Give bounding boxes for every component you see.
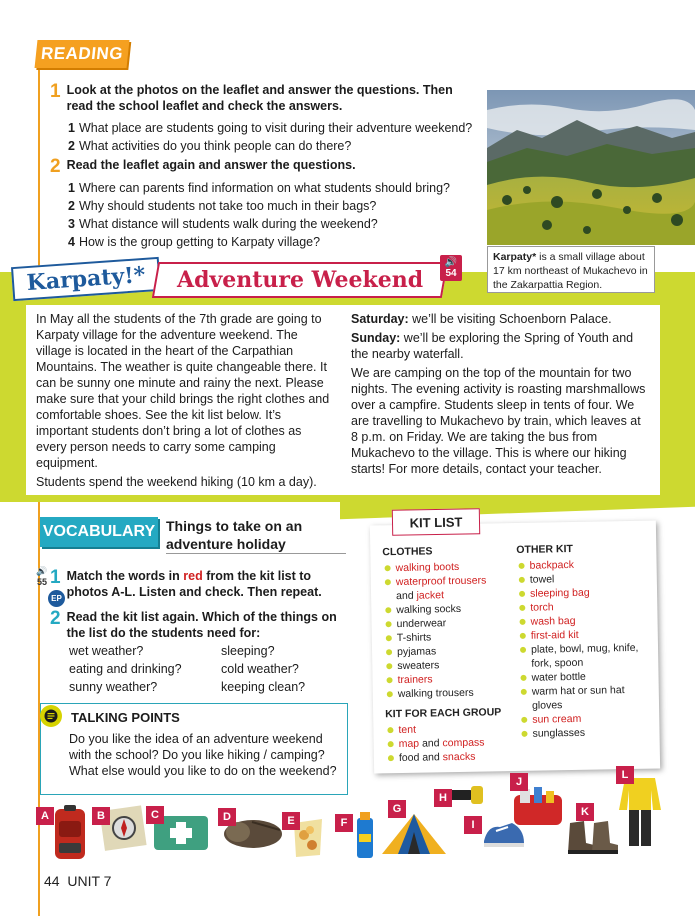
need-item: sleeping? xyxy=(221,644,275,658)
speaker-icon: 🔊 xyxy=(36,566,48,576)
photo-label-f: F xyxy=(335,814,353,832)
question-number: 2 xyxy=(50,156,61,177)
carpathian-mountains-photo xyxy=(487,90,695,245)
photo-f-sun-cream xyxy=(354,810,376,865)
kit-item-red-word: tent xyxy=(398,723,417,737)
audio-track-number: 55 xyxy=(36,577,47,587)
kit-list-card xyxy=(370,521,660,774)
article-paragraph: Students spend the weekend hiking (10 km a day). xyxy=(36,475,317,489)
item-number: 1 xyxy=(68,181,75,195)
question-title: Look at the photos on the leaflet and answer the questions. Then read the school leaflet and check the answers. xyxy=(66,83,453,113)
kit-item-text: pyjamas xyxy=(396,645,437,659)
kit-item-text: walking trousers xyxy=(397,686,474,701)
reading-question-2 xyxy=(50,157,480,251)
photo-k-walking-boots xyxy=(566,815,620,862)
photo-label-a: A xyxy=(36,807,54,825)
photo-label-j: J xyxy=(510,773,528,791)
question-text: from the kit list to photos A-L. Listen and check. Then repeat. xyxy=(66,569,322,599)
article-column-1 xyxy=(36,311,335,489)
karpaty-banner-text: Karpaty!* xyxy=(25,261,147,297)
adventure-weekend-text: Adventure Weekend xyxy=(176,267,424,293)
question-item xyxy=(68,137,480,155)
kit-item-red-word: waterproof trousers xyxy=(395,574,487,589)
item-number: 3 xyxy=(68,217,75,231)
kit-column-clothes xyxy=(382,543,514,773)
kit-item-text: water bottle xyxy=(531,670,586,684)
question-title: Read the kit list again. Which of the things on the list do the students need for: xyxy=(66,610,337,640)
kit-item-text: T-shirts xyxy=(396,631,432,645)
photo-label-h: H xyxy=(434,789,452,807)
article-column-2 xyxy=(351,311,650,489)
talking-points-text: Do you like the idea of an adventure weekend with the school? Do you like hiking / camping? What else would you like to do on the weekend? xyxy=(69,732,337,778)
other-kit-list xyxy=(516,557,647,741)
article-paragraph: In May all the students of the 7th grade are going to Karpaty village for the adventure weekend. The village is located in the heart of the Carpathian Mountains. The weather is quite changeable there. It can be sunny one minute and rainy the next. Please make sure that your child brings the right clothes and comfortable shoes. See the kit list below. It’s important students don’t bring a lot of clothes as every person needs to carry some camping equipment. xyxy=(36,312,330,470)
need-item: keeping clean? xyxy=(221,680,306,694)
kit-item-text: and xyxy=(395,589,417,603)
item-text: What activities do you think people can do there? xyxy=(78,139,352,153)
speaker-icon: 🔊 xyxy=(444,257,458,268)
red-word: red xyxy=(183,569,203,583)
need-item: eating and drinking? xyxy=(69,662,182,676)
photo-label-k: K xyxy=(576,803,594,821)
group-kit-list xyxy=(385,721,514,765)
speech-bubble-icon xyxy=(40,705,62,727)
question-title: Read the leaflet again and answer the questions. xyxy=(66,158,356,172)
unit-label: UNIT 7 xyxy=(67,873,112,889)
vocabulary-title: Things to take on an adventure holiday xyxy=(166,517,346,554)
kit-item-text: and xyxy=(419,737,443,750)
photo-label-c: C xyxy=(146,806,164,824)
kit-item xyxy=(518,641,646,671)
item-text: Why should students not take too much in their bags? xyxy=(78,199,377,213)
question-2-items xyxy=(68,179,480,251)
need-item: cold weather? xyxy=(221,662,299,676)
day-text: we’ll be visiting Schoenborn Palace. xyxy=(408,312,612,326)
article-paragraph: We are camping on the top of the mountain for two nights. The evening activity is roasting marshmallows over a campfire. Students sleep in tents of four. We are travelling to Mukachevo by train, which leaves at 8 p.m. on Friday. We are taking the bus from Mukachevo to the village. This is where our hiking starts! For more details, contact your teacher. xyxy=(351,366,646,476)
needs-left-column xyxy=(69,642,221,696)
footnote-term: Karpaty* xyxy=(493,251,537,263)
vocabulary-question-2 xyxy=(50,609,340,641)
kit-item-text: sweaters xyxy=(397,659,440,673)
needs-right-column xyxy=(221,642,305,696)
kit-item-red-word: trainers xyxy=(397,673,433,687)
audio-track-number: 54 xyxy=(445,268,457,279)
kit-item-red-word: torch xyxy=(530,601,554,614)
item-number: 1 xyxy=(68,121,75,135)
kit-item xyxy=(385,685,513,701)
day-text: we’ll be exploring the Spring of Youth and the nearby waterfall. xyxy=(351,331,634,361)
kit-item-red-word: compass xyxy=(442,736,485,750)
kit-item-text: underwear xyxy=(396,617,447,631)
kit-list-tab: KIT LIST xyxy=(392,508,480,536)
item-text: What place are students going to visit during their adventure weekend? xyxy=(78,121,473,135)
photo-label-e: E xyxy=(282,812,300,830)
question-item xyxy=(68,233,480,251)
footnote-text: is a small village about 17 km northeast of Mukachevo in the Zakarpattia Region. xyxy=(493,251,648,291)
kit-heading: KIT FOR EACH GROUP xyxy=(385,706,502,721)
vocabulary-question-1 xyxy=(50,568,340,600)
item-number: 4 xyxy=(68,235,75,249)
question-number: 1 xyxy=(50,567,61,588)
kit-item-text: towel xyxy=(529,573,555,586)
page-number: 44 xyxy=(44,873,60,889)
kit-item-text: food and xyxy=(398,751,443,765)
reading-question-1 xyxy=(50,82,480,155)
kit-item-red-word: map xyxy=(398,737,420,751)
question-item xyxy=(68,119,480,137)
saturday-plan xyxy=(351,311,650,327)
talking-points-box xyxy=(40,703,348,795)
kit-item-red-word: first-aid kit xyxy=(530,628,579,642)
photo-label-d: D xyxy=(218,808,236,826)
audio-track-54[interactable] xyxy=(440,255,462,281)
kit-item xyxy=(386,749,514,765)
need-item: wet weather? xyxy=(69,644,144,658)
kit-heading: CLOTHES xyxy=(382,545,433,559)
karpaty-footnote xyxy=(487,246,655,293)
photo-a-backpack xyxy=(50,803,90,866)
kit-item-red-word: sun cream xyxy=(532,712,582,726)
kit-item-text: warm hat or sun hat xyxy=(531,684,625,698)
clothes-list xyxy=(382,559,512,701)
kit-item-red-word: jacket xyxy=(416,589,445,602)
photo-j-wash-bag xyxy=(510,785,566,834)
kit-item-text: walking socks xyxy=(396,602,462,617)
page-footer xyxy=(44,873,111,889)
day-label: Sunday: xyxy=(351,331,401,345)
leaflet-article xyxy=(26,305,660,495)
kit-column-other xyxy=(516,541,648,771)
question-text: Match the words in xyxy=(66,569,184,583)
kit-item-red-word: wash bag xyxy=(530,614,576,628)
photo-label-i: I xyxy=(464,816,482,834)
audio-track-55[interactable] xyxy=(34,566,50,587)
ep-badge: EP xyxy=(48,590,65,607)
question-title xyxy=(67,568,340,600)
item-text: How is the group getting to Karpaty village? xyxy=(78,235,321,249)
adventure-weekend-banner xyxy=(152,262,448,298)
question-1-items xyxy=(68,119,480,155)
needs-list xyxy=(69,642,349,696)
kit-item-red-word: walking boots xyxy=(395,560,460,575)
question-number: 1 xyxy=(50,81,61,102)
item-number: 2 xyxy=(68,199,75,213)
question-item xyxy=(68,215,480,233)
question-item xyxy=(68,179,480,197)
talking-points-title: TALKING POINTS xyxy=(71,710,180,725)
reading-section-tab: READING xyxy=(35,40,130,68)
kit-item-red-word: backpack xyxy=(529,558,575,572)
kit-item xyxy=(519,725,647,741)
need-item: sunny weather? xyxy=(69,680,158,694)
photo-label-g: G xyxy=(388,800,406,818)
kit-item-red-word: sleeping bag xyxy=(529,586,590,600)
kit-item-text: plate, bowl, mug, knife, fork, spoon xyxy=(530,641,639,670)
vocabulary-section-tab: VOCABULARY xyxy=(40,517,158,547)
item-number: 2 xyxy=(68,139,75,153)
kit-item-text: sunglasses xyxy=(532,726,586,740)
kit-item-red-word: snacks xyxy=(442,750,476,764)
photo-label-l: L xyxy=(616,766,634,784)
kit-heading: OTHER KIT xyxy=(516,542,573,556)
question-item xyxy=(68,197,480,215)
question-number: 2 xyxy=(50,608,61,629)
sunday-plan xyxy=(351,330,650,362)
item-text: Where can parents find information on what students should bring? xyxy=(78,181,451,195)
kit-item-text: gloves xyxy=(531,699,563,712)
day-label: Saturday: xyxy=(351,312,409,326)
item-text: What distance will students walk during the weekend? xyxy=(78,217,378,231)
photo-label-b: B xyxy=(92,807,110,825)
